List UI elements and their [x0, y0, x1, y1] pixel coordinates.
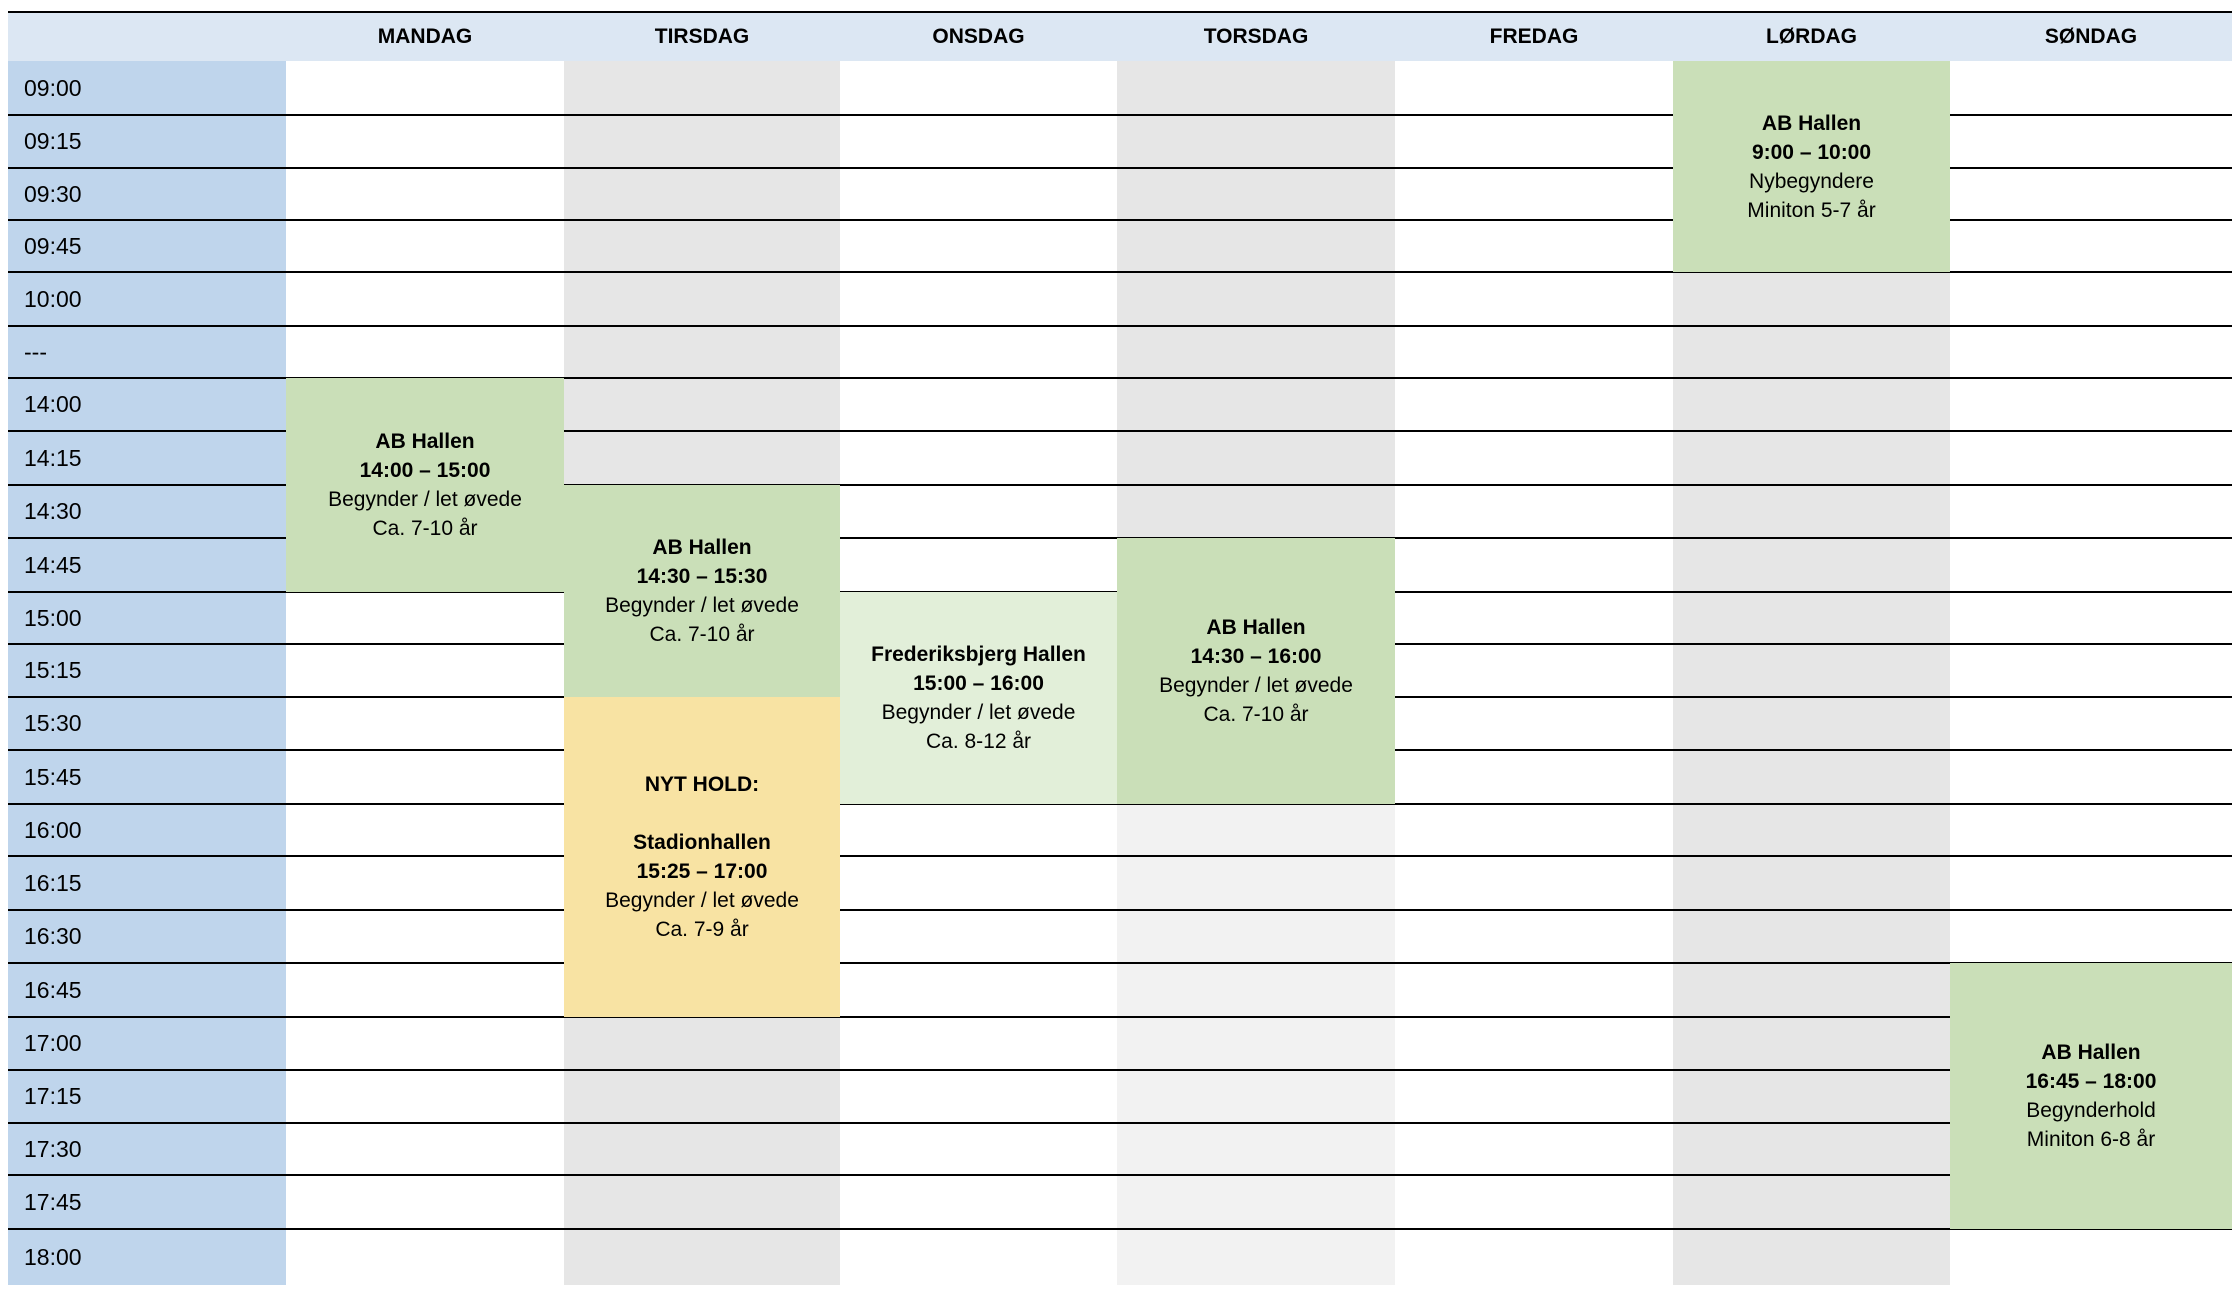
- grid-line: [8, 696, 286, 698]
- grid-line: [8, 749, 286, 751]
- event-text-line: Begynder / let øvede: [605, 889, 799, 912]
- time-label: 17:30: [8, 1123, 286, 1175]
- grid-line: [564, 377, 840, 379]
- grid-line: [840, 537, 1117, 539]
- grid-line: [1673, 643, 1950, 645]
- grid-line: [1950, 537, 2232, 539]
- event-text-line: 16:45 – 18:00: [2025, 1070, 2157, 1093]
- grid-line: [1395, 803, 1673, 805]
- grid-line: [1950, 271, 2232, 273]
- grid-line: [1395, 643, 1673, 645]
- time-label: 17:45: [8, 1175, 286, 1229]
- time-label: ---: [8, 326, 286, 378]
- grid-line: [286, 271, 564, 273]
- time-label: 14:30: [8, 485, 286, 538]
- event-text-line: Frederiksbjerg Hallen: [871, 643, 1086, 666]
- grid-line: [8, 855, 286, 857]
- grid-line: [840, 167, 1117, 169]
- event-text-line: Stadionhallen: [633, 831, 771, 854]
- event-text-line: [699, 799, 705, 828]
- grid-line: [840, 909, 1117, 911]
- grid-line: [286, 1069, 564, 1071]
- weekly-schedule: [8, 11, 2232, 1285]
- grid-line: [840, 219, 1117, 221]
- grid-line: [1117, 114, 1395, 116]
- grid-line: [1950, 377, 2232, 379]
- grid-line: [286, 696, 564, 698]
- grid-line: [1395, 377, 1673, 379]
- grid-line: [1950, 430, 2232, 432]
- grid-line: [1395, 1228, 1673, 1230]
- grid-line: [286, 749, 564, 751]
- grid-line: [564, 219, 840, 221]
- grid-line: [840, 114, 1117, 116]
- grid-line: [286, 219, 564, 221]
- grid-line: [8, 271, 286, 273]
- grid-line: [1950, 803, 2232, 805]
- event-stadionhallen-tuesday[interactable]: [564, 697, 840, 1017]
- grid-line: [1395, 909, 1673, 911]
- grid-line: [840, 1122, 1117, 1124]
- grid-line: [1395, 219, 1673, 221]
- grid-line: [1395, 1069, 1673, 1071]
- grid-line: [840, 855, 1117, 857]
- grid-line: [1950, 325, 2232, 327]
- grid-line: [840, 484, 1117, 486]
- grid-line: [1117, 219, 1395, 221]
- grid-line: [1395, 749, 1673, 751]
- grid-line: [1395, 591, 1673, 593]
- time-label: 17:15: [8, 1070, 286, 1123]
- event-text-line: 15:00 – 16:00: [913, 672, 1044, 695]
- event-ab-hallen-monday[interactable]: [286, 378, 564, 592]
- grid-line: [1950, 591, 2232, 593]
- grid-line: [286, 962, 564, 964]
- grid-line: [840, 1174, 1117, 1176]
- column-bg-torsdag-late: [1117, 804, 1395, 1285]
- time-label: 16:30: [8, 910, 286, 963]
- event-text-line: 15:25 – 17:00: [636, 860, 768, 883]
- grid-line: [1673, 591, 1950, 593]
- grid-line: [1117, 855, 1395, 857]
- time-label: 10:00: [8, 272, 286, 326]
- grid-line: [1673, 1122, 1950, 1124]
- event-text-line: 9:00 – 10:00: [1751, 140, 1872, 164]
- grid-line: [1395, 167, 1673, 169]
- event-text-line: Miniton 5-7 år: [1747, 198, 1876, 222]
- grid-line: [1950, 909, 2232, 911]
- grid-line: [1395, 1174, 1673, 1176]
- grid-line: [8, 430, 286, 432]
- event-text-line: 14:30 – 15:30: [636, 565, 768, 588]
- grid-line: [1395, 325, 1673, 327]
- grid-line: [1950, 696, 2232, 698]
- grid-line: [1117, 962, 1395, 964]
- grid-line: [286, 167, 564, 169]
- grid-line: [286, 114, 564, 116]
- grid-line: [1117, 1069, 1395, 1071]
- event-text-line: Miniton 6-8 år: [2026, 1128, 2156, 1151]
- grid-line: [1950, 484, 2232, 486]
- grid-line: [8, 1122, 286, 1124]
- event-text-line: 14:00 – 15:00: [359, 459, 491, 482]
- grid-line: [1395, 962, 1673, 964]
- event-text-line: Begynder / let øvede: [328, 488, 522, 511]
- event-ab-hallen-tuesday[interactable]: [564, 485, 840, 697]
- grid-line: [8, 325, 286, 327]
- grid-line: [564, 1069, 840, 1071]
- time-label: 17:00: [8, 1017, 286, 1070]
- grid-line: [286, 855, 564, 857]
- event-text-line: 14:30 – 16:00: [1190, 645, 1322, 668]
- grid-line: [1395, 114, 1673, 116]
- grid-line: [1673, 484, 1950, 486]
- event-text-line: Begynder / let øvede: [881, 701, 1076, 724]
- time-label: 14:15: [8, 431, 286, 485]
- grid-line: [564, 167, 840, 169]
- time-label: 15:00: [8, 592, 286, 644]
- grid-line: [1117, 1122, 1395, 1124]
- time-label: 14:00: [8, 378, 286, 431]
- event-text-line: Begynderhold: [2026, 1099, 2156, 1122]
- day-header-fredag: FREDAG: [1395, 11, 1673, 61]
- grid-line: [1117, 1016, 1395, 1018]
- time-label: 09:30: [8, 168, 286, 220]
- grid-line: [8, 537, 286, 539]
- grid-line: [1673, 749, 1950, 751]
- grid-line: [8, 377, 286, 379]
- time-label: 16:00: [8, 804, 286, 856]
- grid-line: [8, 1228, 286, 1230]
- event-text-line: Ca. 7-10 år: [1203, 703, 1309, 726]
- grid-line: [1395, 855, 1673, 857]
- time-label: 09:15: [8, 115, 286, 168]
- grid-line: [840, 1016, 1117, 1018]
- grid-line: [1673, 1016, 1950, 1018]
- grid-line: [1950, 219, 2232, 221]
- grid-line: [1395, 271, 1673, 273]
- event-ab-hallen-thursday[interactable]: [1117, 538, 1395, 804]
- grid-line: [8, 219, 286, 221]
- grid-line: [286, 643, 564, 645]
- grid-line: [286, 1016, 564, 1018]
- grid-line: [564, 1174, 840, 1176]
- grid-line: [8, 909, 286, 911]
- grid-line: [1673, 803, 1950, 805]
- grid-line: [1395, 484, 1673, 486]
- event-text-line: AB Hallen: [375, 430, 475, 453]
- event-text-line: AB Hallen: [1206, 616, 1306, 639]
- grid-line: [1673, 377, 1950, 379]
- grid-line: [1673, 325, 1950, 327]
- grid-line: [1395, 430, 1673, 432]
- event-text-line: Ca. 7-10 år: [649, 623, 755, 646]
- grid-line: [1395, 537, 1673, 539]
- time-label: 18:00: [8, 1229, 286, 1285]
- grid-line: [1117, 909, 1395, 911]
- time-label: 15:30: [8, 697, 286, 750]
- grid-line: [286, 1122, 564, 1124]
- event-text-line: Ca. 8-12 år: [925, 730, 1032, 753]
- time-label: 09:45: [8, 220, 286, 272]
- grid-line: [564, 114, 840, 116]
- grid-line: [1673, 909, 1950, 911]
- grid-line: [8, 167, 286, 169]
- grid-line: [1673, 1069, 1950, 1071]
- grid-line: [1950, 643, 2232, 645]
- grid-line: [840, 271, 1117, 273]
- grid-line: [564, 430, 840, 432]
- grid-line: [8, 1069, 286, 1071]
- grid-line: [1117, 430, 1395, 432]
- grid-line: [1117, 377, 1395, 379]
- grid-line: [8, 962, 286, 964]
- time-label: 15:45: [8, 750, 286, 804]
- time-label: 16:45: [8, 963, 286, 1017]
- grid-line: [1117, 271, 1395, 273]
- grid-line: [286, 909, 564, 911]
- day-header-mandag: MANDAG: [286, 11, 564, 61]
- grid-line: [840, 325, 1117, 327]
- grid-line: [840, 377, 1117, 379]
- grid-line: [840, 1228, 1117, 1230]
- grid-line: [1673, 962, 1950, 964]
- grid-line: [8, 591, 286, 593]
- grid-line: [286, 1228, 564, 1230]
- grid-line: [1673, 1228, 1950, 1230]
- grid-line: [8, 803, 286, 805]
- grid-line: [8, 1174, 286, 1176]
- grid-line: [286, 1174, 564, 1176]
- grid-line: [1950, 167, 2232, 169]
- event-text-line: Begynder / let øvede: [605, 594, 799, 617]
- time-label: 14:45: [8, 538, 286, 592]
- grid-line: [564, 1122, 840, 1124]
- grid-line: [564, 271, 840, 273]
- grid-line: [1117, 484, 1395, 486]
- grid-line: [1117, 167, 1395, 169]
- grid-line: [1950, 855, 2232, 857]
- grid-line: [286, 803, 564, 805]
- grid-line: [1673, 430, 1950, 432]
- event-ab-hallen-sunday[interactable]: [1950, 963, 2232, 1229]
- grid-line: [1673, 855, 1950, 857]
- day-header-søndag: SØNDAG: [1950, 11, 2232, 61]
- event-text-line: AB Hallen: [652, 536, 752, 559]
- grid-line: [1395, 1016, 1673, 1018]
- time-label: 15:15: [8, 644, 286, 697]
- grid-line: [8, 643, 286, 645]
- grid-line: [1673, 1174, 1950, 1176]
- time-label: 09:00: [8, 61, 286, 115]
- event-text-line: Ca. 7-10 år: [372, 517, 478, 540]
- grid-line: [1950, 114, 2232, 116]
- grid-line: [8, 1016, 286, 1018]
- grid-line: [1395, 1122, 1673, 1124]
- grid-line: [1673, 537, 1950, 539]
- grid-line: [1673, 696, 1950, 698]
- event-ab-hallen-saturday[interactable]: [1673, 61, 1950, 272]
- grid-line: [286, 325, 564, 327]
- event-text-line: Nybegyndere: [1749, 169, 1874, 193]
- day-header-torsdag: TORSDAG: [1117, 11, 1395, 61]
- grid-line: [1117, 325, 1395, 327]
- event-text-line: Ca. 7-9 år: [655, 918, 749, 941]
- grid-line: [1395, 696, 1673, 698]
- day-header-lørdag: LØRDAG: [1673, 11, 1950, 61]
- grid-line: [8, 484, 286, 486]
- header-corner: [8, 11, 286, 61]
- grid-line: [840, 430, 1117, 432]
- day-header-tirsdag: TIRSDAG: [564, 11, 840, 61]
- grid-line: [1950, 749, 2232, 751]
- grid-line: [840, 1069, 1117, 1071]
- time-label: 16:15: [8, 856, 286, 910]
- event-text-line: Begynder / let øvede: [1159, 674, 1353, 697]
- grid-line: [564, 1228, 840, 1230]
- grid-line: [564, 325, 840, 327]
- grid-line: [1117, 1174, 1395, 1176]
- grid-line: [840, 962, 1117, 964]
- day-header-onsdag: ONSDAG: [840, 11, 1117, 61]
- event-frederiksbjerg-hallen-wednesday[interactable]: [840, 592, 1117, 804]
- event-text-line: AB Hallen: [1761, 111, 1862, 135]
- event-text-line: AB Hallen: [2041, 1041, 2141, 1064]
- grid-line: [8, 114, 286, 116]
- grid-line: [1117, 1228, 1395, 1230]
- event-text-line: NYT HOLD:: [644, 773, 760, 796]
